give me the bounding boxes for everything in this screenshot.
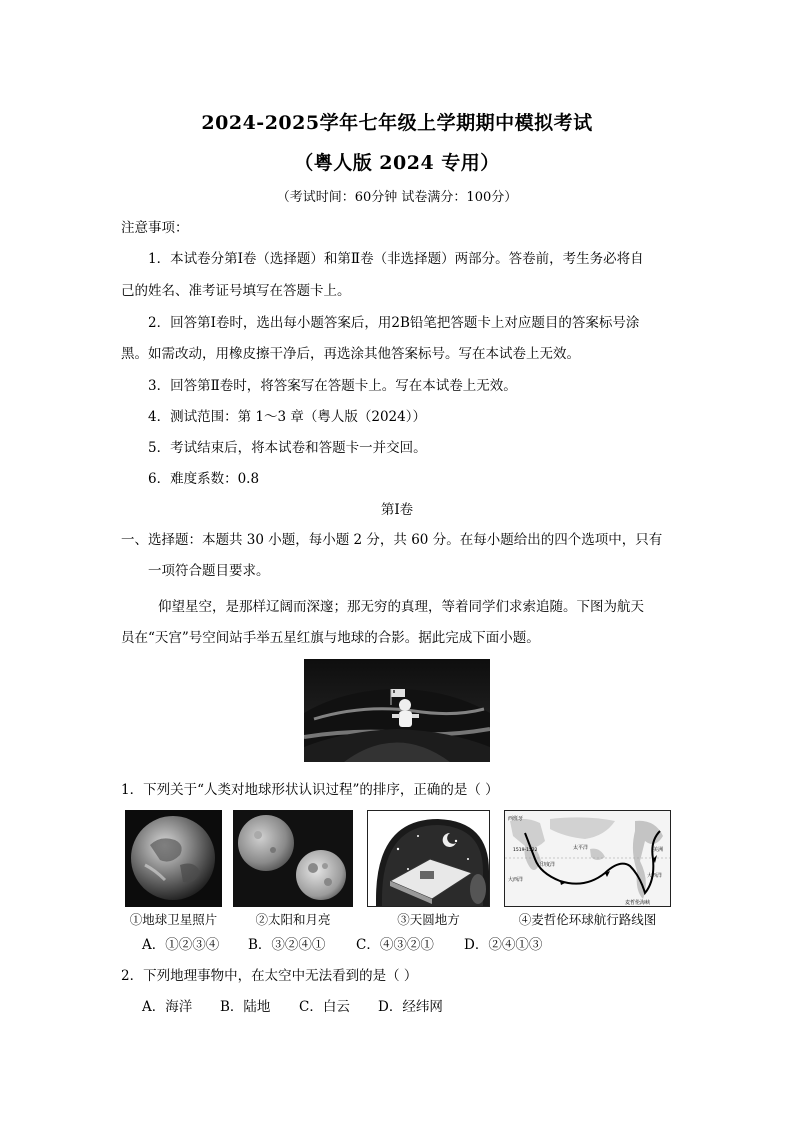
option-a: A．①②③④: [142, 937, 220, 953]
option-a: A．海洋: [142, 999, 193, 1015]
note-item: 3．回答第Ⅱ卷时，将答案写在答题卡上。写在本试卷上无效。: [148, 378, 517, 394]
exam-title: 2024-2025学年七年级上学期期中模拟考试: [201, 112, 593, 134]
option-d: D．经纬网: [378, 999, 443, 1015]
option-c: C．④③②①: [356, 937, 434, 953]
sun-and-moon-photo: [233, 810, 353, 907]
section-label: 第Ⅰ卷: [380, 502, 414, 518]
figure-caption: ①地球卫星照片: [129, 912, 218, 927]
map-label: 1519-1522: [513, 848, 538, 853]
note-item: 1．本试卷分第Ⅰ卷（选择题）和第Ⅱ卷（非选择题）两部分。答卷前，考生务必将自: [148, 251, 644, 267]
passage-text: 员在“天宫”号空间站手举五星红旗与地球的合影。据此完成下面小题。: [121, 630, 540, 646]
map-label: 大西洋: [508, 877, 524, 883]
option-c: C．白云: [299, 999, 350, 1015]
question-1-stem: 1．下列关于“人类对地球形状认识过程”的排序，正确的是（ ）: [121, 782, 499, 798]
astronaut-photo: [304, 659, 490, 762]
option-b: B．③②④①: [248, 937, 326, 953]
note-item: 2．回答第Ⅰ卷时，选出每小题答案后，用2B铅笔把答题卡上对应题目的答案标号涂: [148, 315, 640, 331]
map-label: 大西洋: [647, 873, 663, 879]
section-instruction: 一、选择题：本题共 30 小题，每小题 2 分，共 60 分。在每小题给出的四个选项中，只有: [121, 532, 663, 548]
magellan-route-map: [504, 810, 671, 907]
note-item: 己的姓名、准考证号填写在答题卡上。: [121, 283, 351, 299]
question-2-stem: 2．下列地理事物中，在太空中无法看到的是（ ）: [121, 968, 418, 984]
notes-heading: 注意事项：: [121, 220, 189, 236]
map-label: 太平洋: [573, 845, 589, 851]
figure-caption: ④麦哲伦环球航行路线图: [518, 912, 657, 927]
note-item: 黑。如需改动，用橡皮擦干净后，再选涂其他答案标号。写在本试卷上无效。: [121, 346, 580, 362]
option-b: B．陆地: [220, 999, 271, 1015]
note-item: 4．测试范围：第 1～3 章（粤人版（2024））: [148, 409, 426, 425]
round-sky-square-earth-illustration: [367, 810, 490, 907]
earth-satellite-photo: [125, 810, 222, 907]
figure-caption: ②太阳和月亮: [255, 912, 331, 927]
exam-subtitle: （粤人版 2024 专用）: [294, 152, 500, 174]
figure-caption: ③天圆地方: [397, 912, 460, 927]
note-item: 5．考试结束后，将本试卷和答题卡一并交回。: [148, 440, 427, 456]
map-label: 西班牙: [508, 816, 524, 822]
section-instruction: 一项符合题目要求。: [148, 563, 270, 579]
map-label: 印度洋: [540, 862, 556, 868]
map-label: 美洲: [653, 847, 664, 853]
map-label: 麦哲伦海峡: [625, 900, 651, 906]
note-item: 6．难度系数：0.8: [148, 471, 260, 487]
passage-text: 仰望星空，是那样辽阔而深邃；那无穷的真理，等着同学们求索追随。下图为航天: [158, 599, 644, 615]
exam-info: （考试时间：60分钟 试卷满分：100分）: [276, 190, 518, 205]
option-d: D．②④①③: [464, 937, 543, 953]
